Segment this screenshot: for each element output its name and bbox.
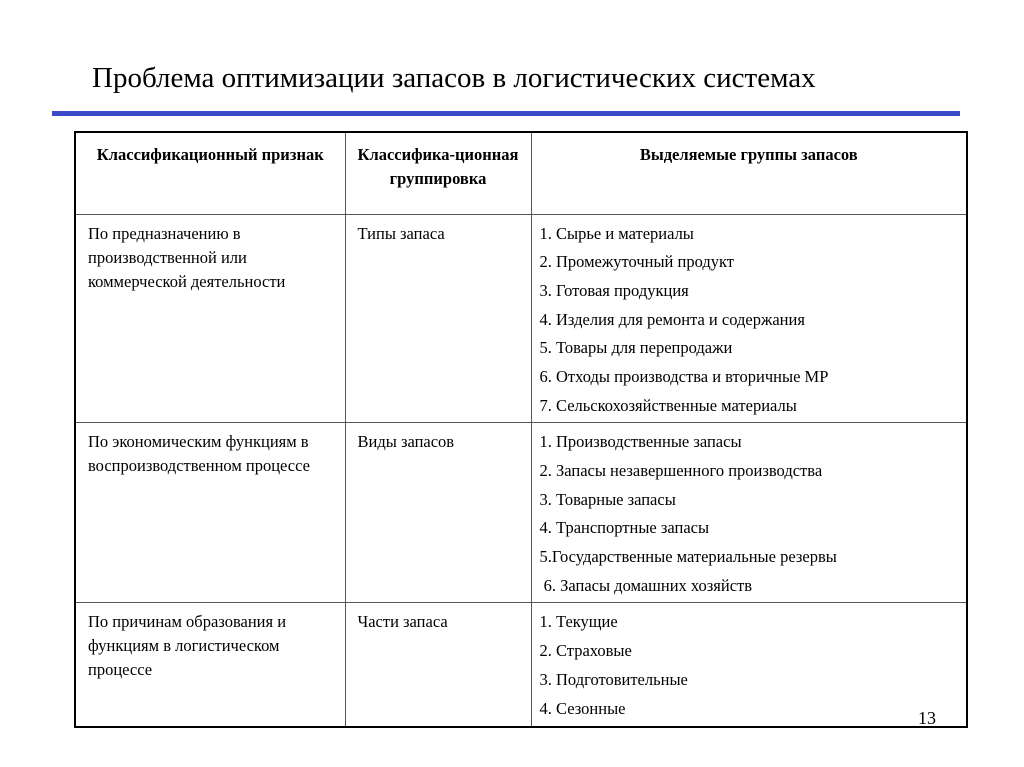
groups-list: [532, 215, 967, 423]
slide-title: Проблема оптимизации запасов в логистических системах: [92, 62, 816, 94]
table-header-row: [75, 132, 967, 214]
group-item: 1. Текущие: [539, 612, 618, 632]
grouping-text: Виды запасов: [357, 432, 455, 452]
group-item: 5.Государственные материальные резервы: [539, 547, 837, 567]
criterion-text: По предназначению в производственной или коммерческой деятельности: [88, 223, 286, 291]
grouping-cell: [345, 603, 531, 727]
table-row: [75, 214, 967, 423]
groups-cell: [531, 603, 967, 727]
group-item: 4. Изделия для ремонта и содержания: [539, 309, 805, 329]
group-item: 6. Запасы домашних хозяйств: [539, 575, 753, 595]
group-item: 4. Транспортные запасы: [539, 518, 710, 538]
groups-cell: [531, 214, 967, 423]
group-item: 5. Товары для перепродажи: [539, 338, 733, 358]
criterion-text: По причинам образования и функциям в логистическом процессе: [88, 612, 287, 680]
inventory-classification-table: [74, 131, 968, 728]
group-item: 6. Отходы производства и вторичные МР: [539, 366, 829, 386]
criterion-cell: [75, 603, 345, 727]
grouping-cell: [345, 214, 531, 423]
groups-cell: [531, 423, 967, 603]
group-item: 4. Сезонные: [539, 698, 626, 718]
header-groups: Выделяемые группы запасов: [531, 132, 967, 214]
grouping-text: Типы запаса: [357, 223, 445, 243]
group-item: 1. Сырье и материалы: [539, 223, 694, 243]
table-row: [75, 423, 967, 603]
grouping-text: Части запаса: [357, 612, 448, 632]
title-underline: [52, 111, 960, 116]
group-item: 2. Промежуточный продукт: [539, 252, 735, 272]
groups-list: [532, 603, 967, 725]
group-item: 3. Готовая продукция: [539, 280, 689, 300]
criterion-cell: [75, 214, 345, 423]
grouping-cell: [345, 423, 531, 603]
group-item: 2. Запасы незавершенного производства: [539, 461, 823, 480]
group-item: 2. Страховые: [539, 641, 632, 661]
criterion-text: По экономическим функциям в воспроизводственном процессе: [88, 432, 310, 476]
group-item: 7. Сельскохозяйственные материалы: [539, 395, 797, 415]
header-criterion: Классификационный признак: [75, 132, 345, 214]
criterion-cell: [75, 423, 345, 603]
header-grouping: Классифика-ционная группировка: [345, 132, 531, 214]
group-item: 1. Производственные запасы: [539, 432, 742, 452]
page-number: 13: [918, 708, 936, 728]
groups-list: [532, 423, 967, 602]
group-item: 3. Товарные запасы: [539, 489, 676, 509]
group-item: 3. Подготовительные: [539, 669, 688, 689]
table-row: [75, 603, 967, 727]
